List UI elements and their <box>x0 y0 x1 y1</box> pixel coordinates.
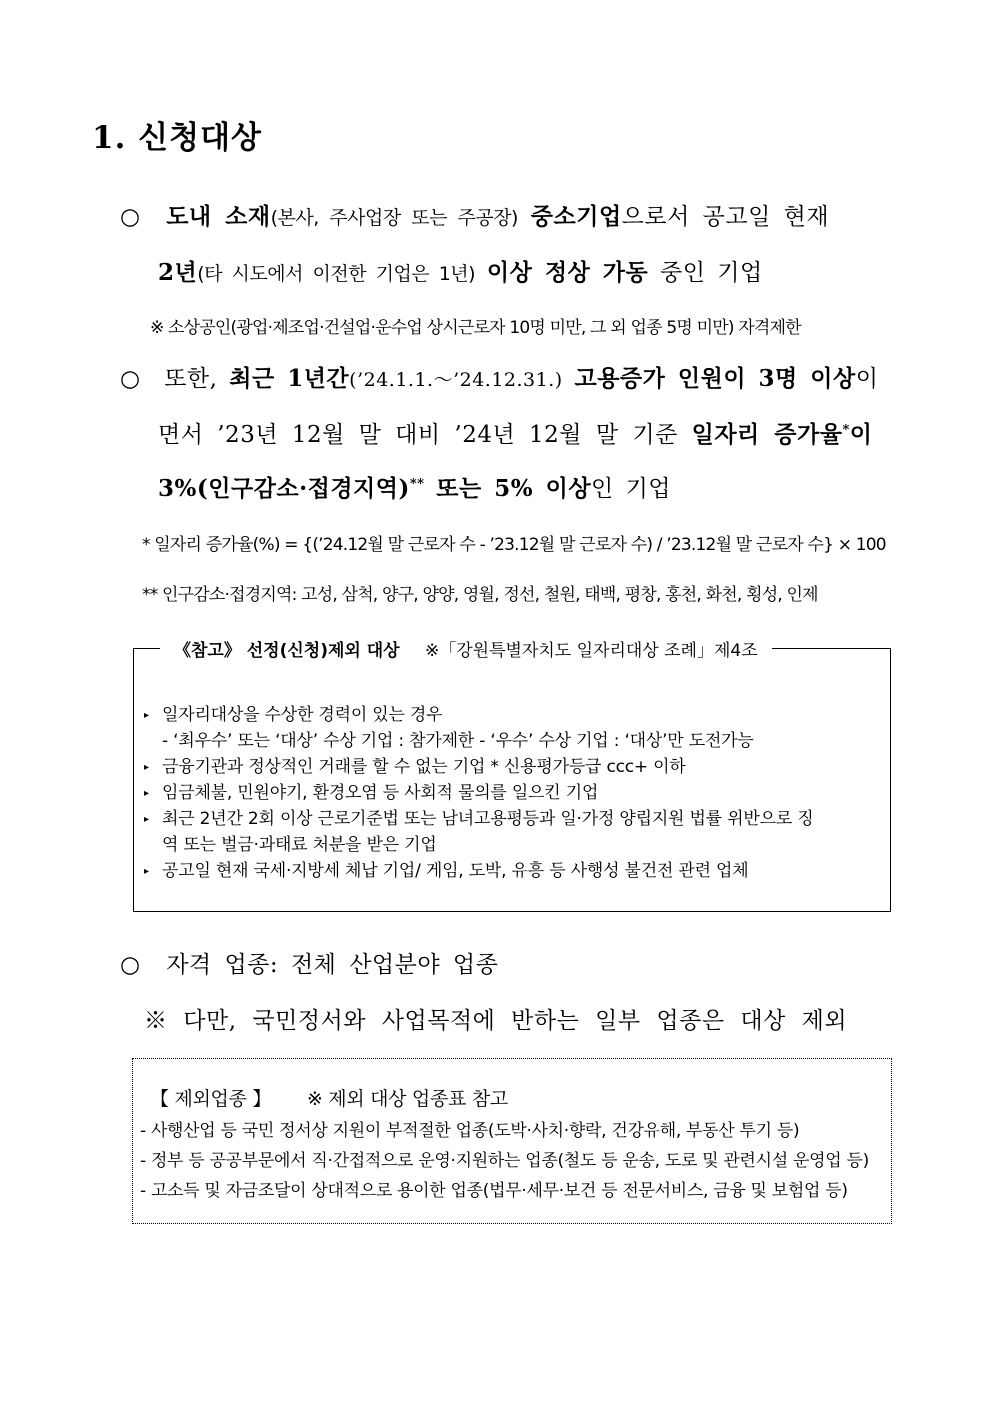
circle-bullet-icon: ○ <box>120 204 141 230</box>
triangle-bullet-icon: ▸ <box>144 865 149 877</box>
triangle-bullet-icon: ▸ <box>144 761 149 773</box>
excluded-industries-heading: 【 제외업종 】 ※ 제외 대상 업종표 참고 <box>150 1088 508 1110</box>
p3-line1: ○ 자격 업종: 전체 산업분야 업종 <box>120 952 499 978</box>
list-item: - 고소득 및 자금조달이 상대적으로 용이한 업종(법무·세무·보건 등 전문서비스, 금융 및 보험업 등) <box>140 1181 848 1201</box>
p3-note: ※ 다만, 국민정서와 사업목적에 반하는 일부 업종은 대상 제외 <box>144 1008 848 1034</box>
list-item-sub: - ‘최우수’ 또는 ‘대상’ 수상 기업 : 참가제한 - ‘우수’ 수상 기업 : ‘대상’만 도전가능 <box>162 731 754 751</box>
section-title-text: 신청대상 <box>138 120 262 156</box>
section-title <box>92 112 262 157</box>
section-number: 1. <box>92 120 127 156</box>
p2-note1: * 일자리 증가율(%) = {(’24.12월 말 근로자 수 - ’23.12월 말 근로자 수) / ’23.12월 말 근로자 수} × 100 <box>142 535 886 555</box>
p1-line1: ○ 도내 소재(본사, 주사업장 또는 주공장) 중소기업으로서 공고일 현재 <box>120 203 830 230</box>
triangle-bullet-icon: ▸ <box>144 787 149 799</box>
list-item: - 사행산업 등 국민 정서상 지원이 부적절한 업종(도박·사치·향락, 건강유해, 부동산 투기 등) <box>140 1121 800 1141</box>
p1-line2: 2년(타 시도에서 이전한 기업은 1년) 이상 정상 가동 중인 기업 <box>158 259 763 286</box>
list-item: - 정부 등 공공부문에서 직·간접적으로 운영·지원하는 업종(철도 등 운송, 도로 및 관련시설 운영업 등) <box>140 1151 869 1171</box>
triangle-bullet-icon: ▸ <box>144 709 149 721</box>
list-item: ▸ 최근 2년간 2회 이상 근로기준법 또는 남녀고용평등과 일·가정 양립지원 법률 위반으로 징 <box>144 809 814 829</box>
list-item: ▸ 임금체불, 민원야기, 환경오염 등 사회적 물의를 일으킨 기업 <box>144 783 599 803</box>
circle-bullet-icon: ○ <box>120 952 141 978</box>
list-item: ▸ 일자리대상을 수상한 경력이 있는 경우 <box>144 705 443 725</box>
p2-line1: ○ 또한, 최근 1년간(’24.1.1.～’24.12.31.) 고용증가 인원이 3명 이상이 <box>120 365 879 392</box>
list-item-continued: 역 또는 벌금·과태료 처분을 받은 기업 <box>162 835 437 855</box>
p2-line2: 면서 ’23년 12월 말 대비 ’24년 12월 말 기준 일자리 증가율*이 <box>158 421 873 448</box>
p2-line3: 3%(인구감소·접경지역)** 또는 5% 이상인 기업 <box>158 475 672 502</box>
circle-bullet-icon: ○ <box>120 366 141 392</box>
p2-note2: ** 인구감소·접경지역: 고성, 삼척, 양구, 양양, 영월, 정선, 철원, 태백, 평창, 홍천, 화천, 횡성, 인제 <box>142 585 818 605</box>
list-item: ▸ 공고일 현재 국세·지방세 체납 기업/ 게임, 도박, 유흥 등 사행성 불건전 관련 업체 <box>144 861 749 881</box>
triangle-bullet-icon: ▸ <box>144 813 149 825</box>
p1-note: ※ 소상공인(광업·제조업·건설업·운수업 상시근로자 10명 미만, 그 외 업종 5명 미만) 자격제한 <box>150 318 801 338</box>
list-item: ▸ 금융기관과 정상적인 거래를 할 수 없는 기업 * 신용평가등급 ccc+ 이하 <box>144 757 686 777</box>
exclusion-box-title: 《참고》 선정(신청)제외 대상 ※「강원특별자치도 일자리대상 조례」제4조 <box>160 636 772 661</box>
